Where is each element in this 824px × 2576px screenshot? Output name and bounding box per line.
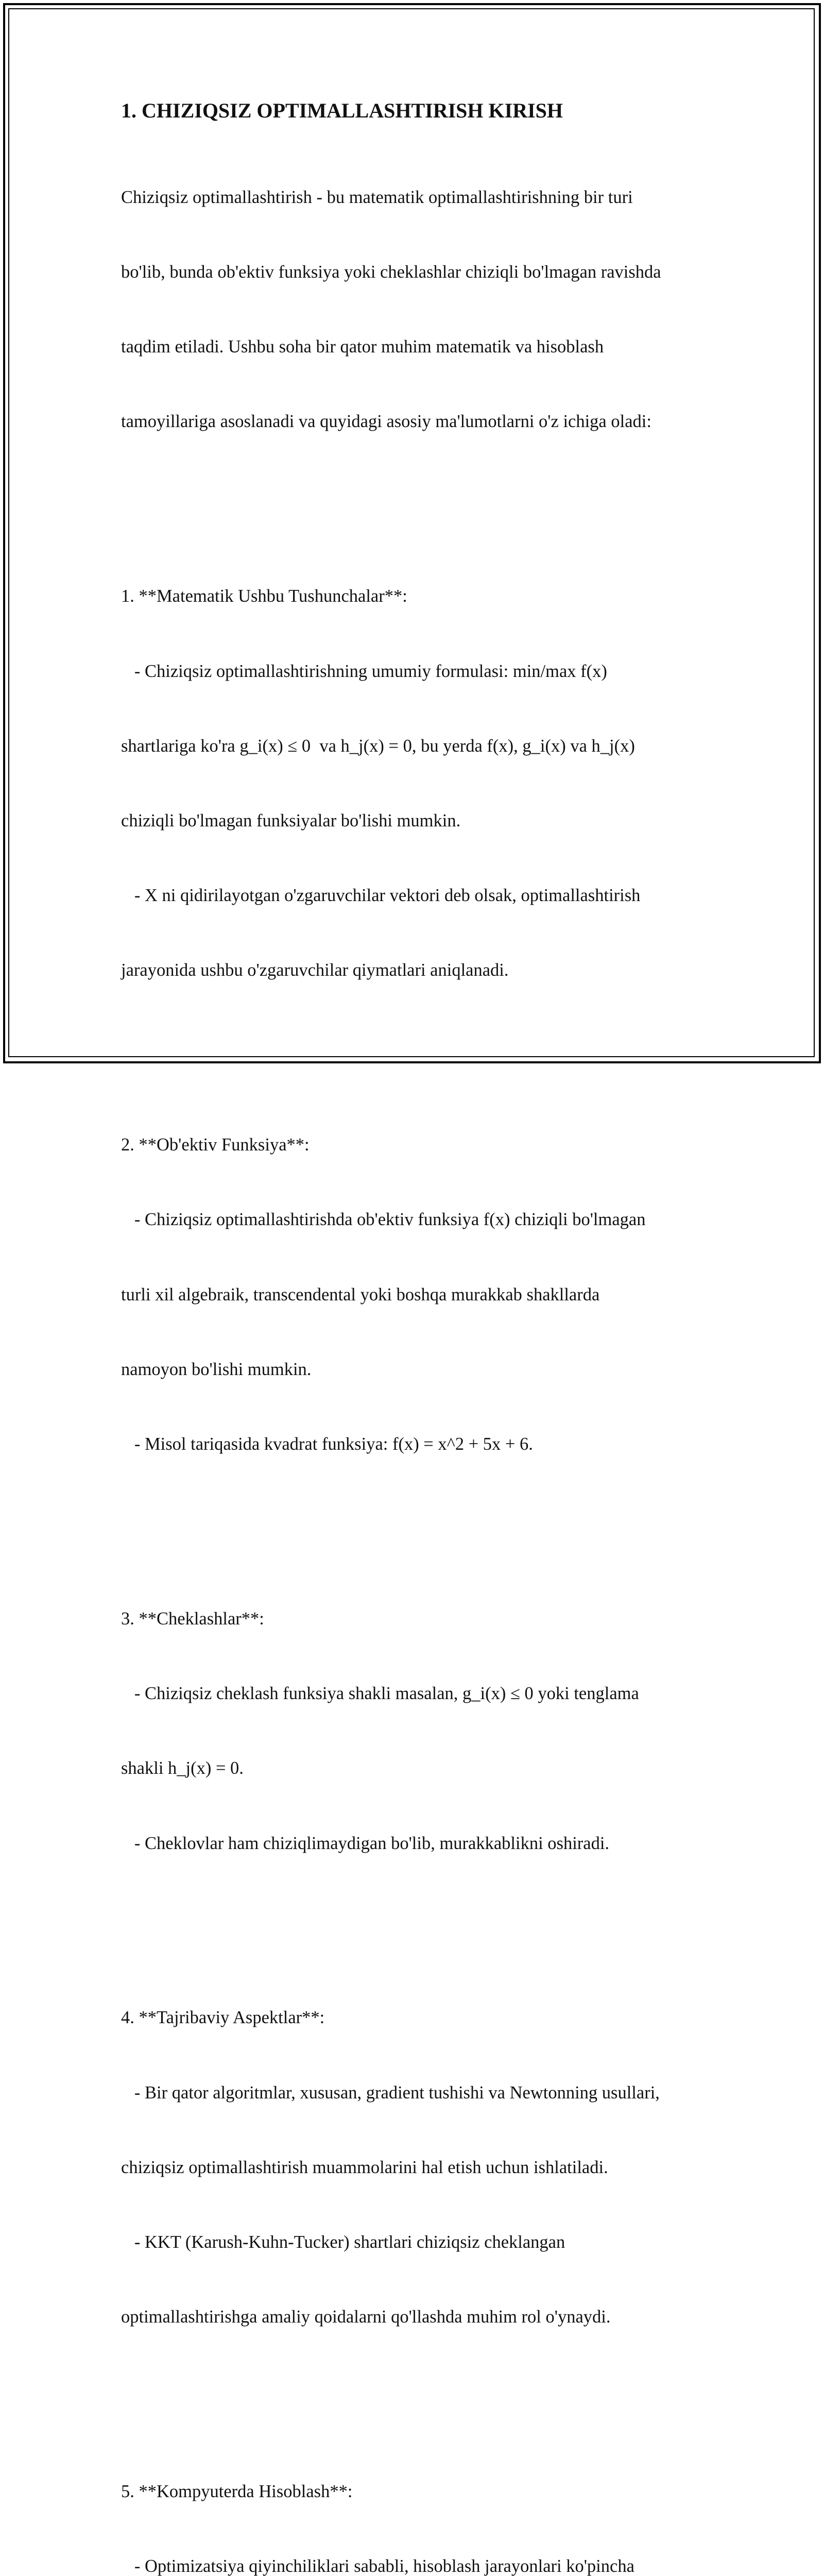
section-line: chiziqsiz optimallashtirish muammolarini hal etish uchun ishlatiladi.	[121, 2157, 608, 2177]
section-heading: 4. **Tajribaviy Aspektlar**:	[121, 2008, 325, 2028]
section-line: - KKT (Karush-Kuhn-Tucker) shartlari chiziqsiz cheklangan	[121, 2232, 565, 2252]
section-line: - X ni qidirilayotgan o'zgaruvchilar vektori deb olsak, optimallashtirish	[121, 886, 641, 906]
section-line: - Cheklovlar ham chiziqlimaydigan bo'lib, murakkablikni oshiradi.	[121, 1833, 610, 1853]
intro-line: Chiziqsiz optimallashtirish - bu matematik optimallashtirishning bir turi	[121, 187, 633, 207]
section-line: - Bir qator algoritmlar, xususan, gradient tushishi va Newtonning usullari,	[121, 2082, 660, 2103]
section-line: - Misol tariqasida kvadrat funksiya: f(x) = x^2 + 5x + 6.	[121, 1434, 533, 1454]
section-line: namoyon bo'lishi mumkin.	[121, 1359, 312, 1379]
document-text	[121, 135, 718, 2576]
section-line: optimallashtirishga amaliy qoidalarni qo'llashda muhim rol o'ynaydi.	[121, 2307, 611, 2327]
section-line: - Chiziqsiz cheklash funksiya shakli masalan, g_i(x) ≤ 0 yoki tenglama	[121, 1684, 639, 1704]
blank-line	[121, 1906, 718, 1930]
blank-line	[121, 1033, 718, 1058]
blank-line	[121, 484, 718, 509]
intro-line: taqdim etiladi. Ushbu soha bir qator muhim matematik va hisoblash	[121, 337, 604, 357]
blank-line	[121, 1506, 718, 1531]
blank-line	[121, 2380, 718, 2404]
section-line: jarayonida ushbu o'zgaruvchilar qiymatlari aniqlanadi.	[121, 960, 509, 980]
section-heading: 1. **Matematik Ushbu Tushunchalar**:	[121, 586, 407, 606]
section-line: shakli h_j(x) = 0.	[121, 1758, 244, 1778]
page-title: 1. CHIZIQSIZ OPTIMALLASHTIRISH KIRISH	[121, 99, 563, 122]
section-line: chiziqli bo'lmagan funksiyalar bo'lishi mumkin.	[121, 810, 461, 831]
section-heading: 5. **Kompyuterda Hisoblash**:	[121, 2482, 353, 2502]
section-line: shartlariga ko'ra g_i(x) ≤ 0 va h_j(x) = 0, bu yerda f(x), g_i(x) va h_j(x)	[121, 736, 635, 756]
section-heading: 2. **Ob'ektiv Funksiya**:	[121, 1135, 310, 1155]
section-line: turli xil algebraik, transcendental yoki boshqa murakkab shakllarda	[121, 1284, 600, 1304]
intro-line: tamoyillariga asoslanadi va quyidagi asosiy ma'lumotlarni o'z ichiga oladi:	[121, 412, 651, 432]
document-body	[121, 97, 718, 2576]
section-line: - Chiziqsiz optimallashtirishning umumiy formulasi: min/max f(x)	[121, 661, 607, 681]
section-line: - Chiziqsiz optimallashtirishda ob'ektiv funksiya f(x) chiziqli bo'lmagan	[121, 1210, 646, 1230]
section-line: - Optimizatsiya qiyinchiliklari sababli, hisoblash jarayonlari ko'pincha	[121, 2556, 634, 2576]
section-heading: 3. **Cheklashlar**:	[121, 1608, 264, 1629]
intro-line: bo'lib, bunda ob'ektiv funksiya yoki cheklashlar chiziqli bo'lmagan ravishda	[121, 262, 661, 282]
